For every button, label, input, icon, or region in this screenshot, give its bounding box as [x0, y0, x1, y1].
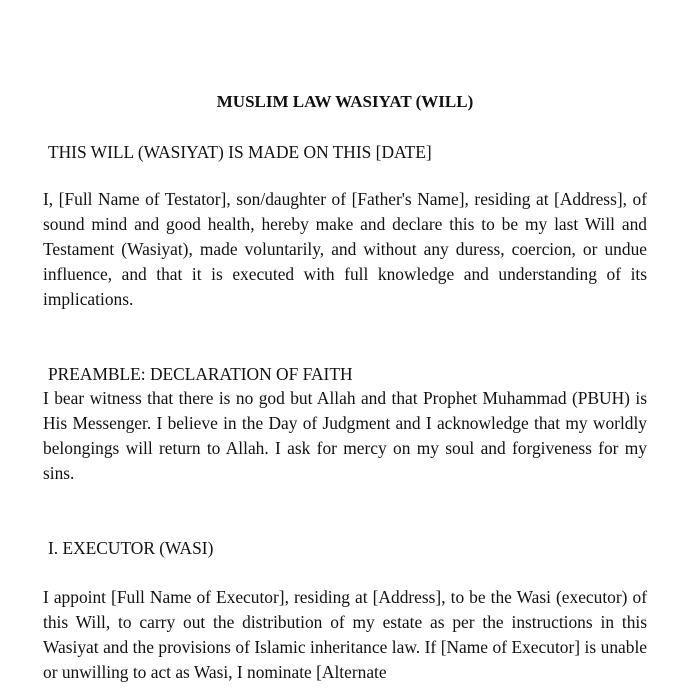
- preamble-paragraph: I bear witness that there is no god but Allah and that Prophet Muhammad (PBUH) is His Messenger. I believe in the Day of Judgment and I acknowledge that my worldly belongings will return to Allah. I ask for mercy on my soul and forgiveness for my sins.: [43, 388, 647, 483]
- executor-paragraph: I appoint [Full Name of Executor], residing at [Address], to be the Wasi (executor) of this Will, to carry out the distribution of my estate as per the instructions in this Wasiyat and the provisions of Islamic inheritance law. If [Name of Executor] is unable or unwilling to act as Wasi, I nominate [Alternate: [43, 587, 647, 682]
- preamble-heading: PREAMBLE: DECLARATION OF FAITH: [48, 364, 353, 384]
- intro-paragraph: I, [Full Name of Testator], son/daughter of [Father's Name], residing at [Address], of sound mind and good health, hereby make and declare this to be my last Will and Testament (Wasiyat), made voluntarily, and without any duress, coercion, or undue influence, and that it is executed with full knowledge and understanding of its implications.: [43, 189, 647, 309]
- document-title: MUSLIM LAW WASIYAT (WILL): [216, 92, 474, 111]
- executor-heading: I. EXECUTOR (WASI): [48, 538, 214, 558]
- will-date-line: THIS WILL (WASIYAT) IS MADE ON THIS [DATE]: [48, 142, 432, 162]
